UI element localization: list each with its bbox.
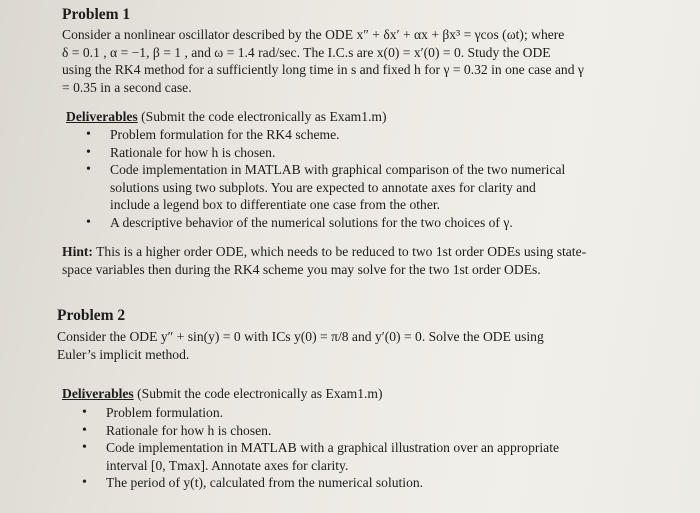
list-item: • Code implementation in MATLAB with a graphical illustration over an appropriate interval [0, Tmax]. Annotate axes for clarity. bbox=[106, 439, 559, 474]
list-item: • Code implementation in MATLAB with graphical comparison of the two numerical solutions using two subplots. You are expected to annotate axes for clarity and include a legend box to differentiate one case from the other. bbox=[110, 161, 565, 214]
list-item: • A descriptive behavior of the numerical solutions for the two choices of γ. bbox=[110, 214, 565, 232]
problem1-deliverables-list bbox=[110, 126, 565, 231]
problem1-line-3: using the RK4 method for a sufficiently long time in s and fixed h for γ = 0.32 in one case and γ bbox=[62, 62, 584, 77]
hint-line-1: This is a higher order ODE, which needs to be reduced to two 1st order ODEs using state- bbox=[92, 244, 587, 259]
problem1-hint bbox=[62, 243, 586, 278]
list-item: • Problem formulation for the RK4 scheme. bbox=[110, 126, 565, 144]
list-item: • Rationale for how h is chosen. bbox=[110, 144, 565, 162]
problem1-deliverables-note: (Submit the code electronically as Exam1.m) bbox=[137, 109, 387, 124]
problem1-line-4: = 0.35 in a second case. bbox=[62, 79, 192, 95]
list-item: • The period of y(t), calculated from the numerical solution. bbox=[106, 474, 559, 492]
problem2-deliverables-list bbox=[106, 404, 559, 492]
list-item: • Problem formulation. bbox=[106, 404, 559, 422]
hint-label: Hint: bbox=[62, 244, 93, 259]
problem2-line-1: Consider the ODE y″ + sin(y) = 0 with ICs y(0) = π/8 and y′(0) = 0. Solve the ODE using bbox=[57, 329, 544, 344]
problem2-line-2: Euler’s implicit method. bbox=[57, 346, 190, 362]
problem1-line-1: Consider a nonlinear oscillator described by the ODE x″ + δx′ + αx + βx³ = γcos (ωt); where bbox=[62, 27, 565, 42]
problem2-title: Problem 2 bbox=[57, 307, 126, 324]
hint-line-2: space variables then during the RK4 scheme you may solve for the two 1st order ODEs. bbox=[62, 261, 541, 277]
list-item: • Rationale for how h is chosen. bbox=[106, 422, 559, 440]
problem1-deliverables-label: Deliverables bbox=[66, 109, 138, 124]
problem1-deliverables-heading bbox=[66, 108, 387, 126]
problem1-title: Problem 1 bbox=[62, 6, 131, 23]
problem1-line-2: δ = 0.1 , α = −1, β = 1 , and ω = 1.4 rad/sec. The I.C.s are x(0) = x′(0) = 0. Study the ODE bbox=[62, 44, 551, 60]
problem2-deliverables-note: (Submit the code electronically as Exam1.m) bbox=[133, 386, 383, 401]
problem2-statement bbox=[57, 328, 544, 363]
problem2-deliverables-label: Deliverables bbox=[62, 386, 134, 401]
problem2-deliverables-heading bbox=[62, 385, 383, 403]
problem1-statement bbox=[62, 26, 584, 96]
